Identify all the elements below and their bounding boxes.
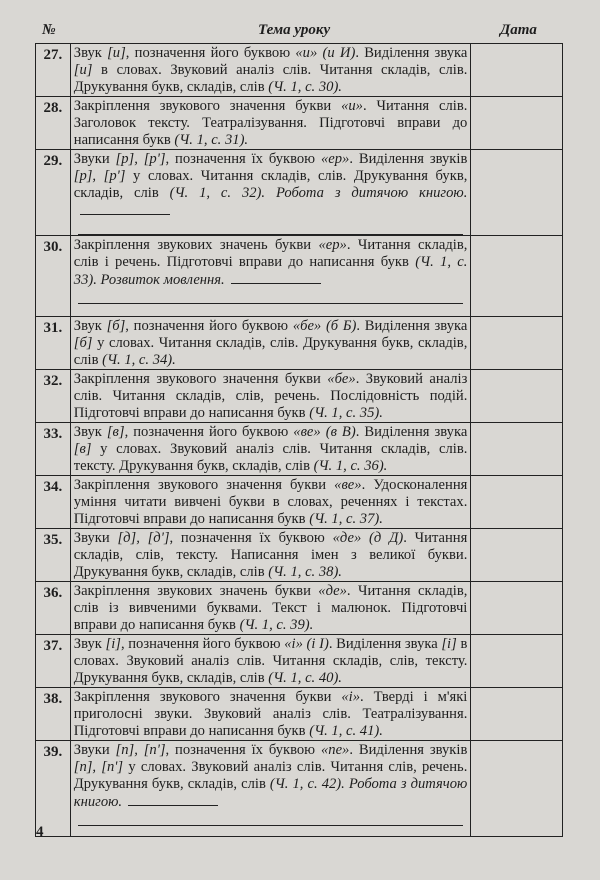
table-row xyxy=(36,150,563,236)
topic-text: «де» (д Д) xyxy=(332,530,404,546)
lesson-number: 37. xyxy=(36,635,71,688)
lesson-topic xyxy=(70,317,471,370)
topic-text: . Виділення звука xyxy=(328,636,442,652)
lesson-number: 36. xyxy=(36,582,71,635)
lesson-number: 39. xyxy=(36,741,71,837)
topic-text: Закріплення звукового значення букви xyxy=(73,371,328,387)
topic-text: [і] xyxy=(105,636,121,652)
lesson-topic xyxy=(70,529,471,582)
lesson-topic xyxy=(70,44,471,97)
topic-text: (Ч. 1, с. 38). xyxy=(268,564,342,580)
lesson-number: 32. xyxy=(36,370,71,423)
topic-text: Звук xyxy=(73,45,108,61)
table-row xyxy=(36,370,563,423)
topic-text: (Ч. 1, с. 34). xyxy=(102,352,176,368)
date-cell[interactable] xyxy=(471,236,563,317)
date-cell[interactable] xyxy=(471,582,563,635)
topic-text: (Ч. 1, с. 42). Робота з дитячою книгою. xyxy=(73,776,468,810)
topic-text: «ве» xyxy=(334,477,362,493)
answer-line[interactable] xyxy=(231,271,321,284)
topic-text: у словах. Читання складів, слів. Друкування букв, складів, слів xyxy=(73,168,468,201)
topic-text: Закріплення звукового значення букви xyxy=(73,98,342,114)
topic-text: Звуки xyxy=(73,530,118,546)
topic-text: [р], [р'] xyxy=(115,151,166,167)
topic-text: (Ч. 1, с. 41). xyxy=(309,723,383,739)
lesson-number: 38. xyxy=(36,688,71,741)
table-row xyxy=(36,688,563,741)
topic-text: «пе» xyxy=(320,742,350,758)
topic-text: [и] xyxy=(73,62,93,78)
topic-text: . Тверді і м'які приголосні звуки. Звуковий аналіз слів. Театралізування. Підготовчі вправи до написання букв xyxy=(73,689,468,739)
table-row xyxy=(36,741,563,837)
lesson-topic xyxy=(70,370,471,423)
topic-text: «бе» xyxy=(327,371,356,387)
topic-text: Звук xyxy=(73,318,107,334)
header-date: Дата xyxy=(500,22,537,38)
topic-text: (Ч. 1, с. 32). Робота з дитячою книгою. xyxy=(169,185,468,201)
date-cell[interactable] xyxy=(471,44,563,97)
topic-text: [р], [р'] xyxy=(73,168,126,184)
topic-text: «і» xyxy=(341,689,361,705)
date-cell[interactable] xyxy=(471,476,563,529)
answer-line[interactable] xyxy=(78,220,464,235)
topic-text: . Читання складів, слів, тексту. Написання імен з великої букви. Друкування букв, складів, слів xyxy=(73,530,468,580)
page-number: 4 xyxy=(36,824,44,840)
topic-text: , позначення його буквою xyxy=(120,636,285,652)
topic-text: Закріплення звукових значень букви xyxy=(73,237,319,253)
lesson-plan-table xyxy=(35,43,563,837)
answer-line[interactable] xyxy=(128,793,218,806)
header-topic: Тема уроку xyxy=(258,22,331,38)
topic-text: , позначення їх буквою xyxy=(165,742,321,758)
lesson-topic xyxy=(70,423,471,476)
topic-text: «и» (и И) xyxy=(295,45,356,61)
topic-text: . Читання складів, слів із вивченими буквами. Текст і малюнок. Підготовчі вправи до написання букв xyxy=(73,583,468,633)
lesson-topic xyxy=(70,635,471,688)
topic-text: , позначення його буквою xyxy=(125,45,296,61)
topic-text: Закріплення звукових значень букви xyxy=(73,583,319,599)
topic-text: . Звуковий аналіз слів. Читання складів, слів, речень. Послідовність подій. Підготовчі вправи до написання букв xyxy=(73,371,468,421)
lesson-topic xyxy=(70,150,471,236)
lesson-topic xyxy=(70,582,471,635)
topic-text: , позначення їх буквою xyxy=(169,530,333,546)
topic-text: «ер» xyxy=(320,151,350,167)
topic-text: (Ч. 1, с. 31). xyxy=(174,132,249,148)
topic-text: в словах. Звуковий аналіз слів. Читання складів, слів, тексту. Друкування букв, складів, слів xyxy=(73,636,468,686)
table-row xyxy=(36,582,563,635)
lesson-topic xyxy=(70,688,471,741)
lesson-number: 27. xyxy=(36,44,71,97)
topic-text: . Виділення звуків xyxy=(349,742,468,758)
topic-text: (Ч. 1, с. 35). xyxy=(309,405,383,421)
table-row xyxy=(36,236,563,317)
table-row xyxy=(36,44,563,97)
lesson-number: 30. xyxy=(36,236,71,317)
lesson-topic xyxy=(70,476,471,529)
date-cell[interactable] xyxy=(471,635,563,688)
topic-text: , позначення їх буквою xyxy=(165,151,321,167)
table-row xyxy=(36,476,563,529)
topic-text: Закріплення звукового значення букви xyxy=(73,689,342,705)
topic-text: [в] xyxy=(106,424,125,440)
topic-text: «и» xyxy=(341,98,363,114)
lesson-number: 28. xyxy=(36,97,71,150)
lesson-topic xyxy=(70,97,471,150)
topic-text: Закріплення звукового значення букви xyxy=(73,477,335,493)
topic-text: . Читання складів, слів і речень. Підготовчі вправи до написання букв xyxy=(73,237,468,270)
topic-text: [и] xyxy=(107,45,126,61)
answer-line[interactable] xyxy=(78,811,464,826)
date-cell[interactable] xyxy=(471,529,563,582)
lesson-number: 29. xyxy=(36,150,71,236)
topic-text: , позначення його буквою xyxy=(125,318,293,334)
lesson-number: 31. xyxy=(36,317,71,370)
answer-line[interactable] xyxy=(80,202,170,215)
answer-line[interactable] xyxy=(78,289,464,304)
topic-text: . Виділення звука xyxy=(355,45,468,61)
topic-text: «і» (і І) xyxy=(284,636,329,652)
date-cell[interactable] xyxy=(471,370,563,423)
date-cell[interactable] xyxy=(471,150,563,236)
topic-text: «ер» xyxy=(318,237,347,253)
table-row xyxy=(36,97,563,150)
topic-text: . Читання слів. Заголовок тексту. Театралізування. Підготовчі вправи до написання букв xyxy=(73,98,468,148)
topic-text: у словах. Звуковий аналіз слів. Читання слів, речень. Друкування букв, складів, слів xyxy=(73,759,468,792)
topic-text: [п], [п'] xyxy=(115,742,166,758)
topic-text: Звук xyxy=(73,424,107,440)
topic-text: . Виділення звука xyxy=(355,424,468,440)
topic-text: «бе» (б Б) xyxy=(292,318,357,334)
lesson-number: 33. xyxy=(36,423,71,476)
topic-text: «де» xyxy=(318,583,347,599)
topic-text: Звуки xyxy=(73,742,116,758)
lesson-topic xyxy=(70,236,471,317)
topic-text: Звук xyxy=(73,636,106,652)
lesson-number: 35. xyxy=(36,529,71,582)
topic-text: [б] xyxy=(73,335,93,351)
topic-text: [п], [п'] xyxy=(73,759,124,775)
date-cell[interactable] xyxy=(471,741,563,837)
topic-text: , позначення його буквою xyxy=(124,424,294,440)
topic-text: . Виділення звука xyxy=(356,318,468,334)
date-cell[interactable] xyxy=(471,97,563,150)
topic-text: (Ч. 1, с. 33). Розвиток мовлення. xyxy=(73,254,468,288)
topic-text: Звуки xyxy=(73,151,116,167)
topic-text: [в] xyxy=(73,441,92,457)
topic-text: (Ч. 1, с. 39). xyxy=(239,617,314,633)
date-cell[interactable] xyxy=(471,423,563,476)
table-row xyxy=(36,529,563,582)
topic-text: у словах. Звуковий аналіз слів. Читання складів, слів. тексту. Друкування букв, складів, слів xyxy=(73,441,468,474)
topic-text: [б] xyxy=(106,318,126,334)
date-cell[interactable] xyxy=(471,317,563,370)
topic-text: . Виділення звуків xyxy=(349,151,468,167)
topic-text: [і] xyxy=(441,636,457,652)
topic-text: (Ч. 1, с. 40). xyxy=(268,670,342,686)
lesson-number: 34. xyxy=(36,476,71,529)
topic-text: (Ч. 1, с. 37). xyxy=(309,511,383,527)
topic-text: . Удосконалення уміння читати вивчені букви в словах, реченнях і текстах. Підготовчі вправи до написання букв xyxy=(73,477,468,527)
topic-text: у словах. Читання складів, слів. Друкування букв, складів, слів xyxy=(73,335,468,368)
table-row xyxy=(36,423,563,476)
topic-text: «ве» (в В) xyxy=(293,424,356,440)
date-cell[interactable] xyxy=(471,688,563,741)
lesson-topic xyxy=(70,741,471,837)
topic-text: (Ч. 1, с. 36). xyxy=(313,458,388,474)
table-row xyxy=(36,317,563,370)
topic-text: (Ч. 1, с. 30). xyxy=(268,79,342,95)
table-row xyxy=(36,635,563,688)
topic-text: в словах. Звуковий аналіз слів. Читання складів, слів. Друкування букв, складів, слів xyxy=(73,62,468,95)
header-number: № xyxy=(42,22,56,38)
topic-text: [д], [д'] xyxy=(117,530,170,546)
